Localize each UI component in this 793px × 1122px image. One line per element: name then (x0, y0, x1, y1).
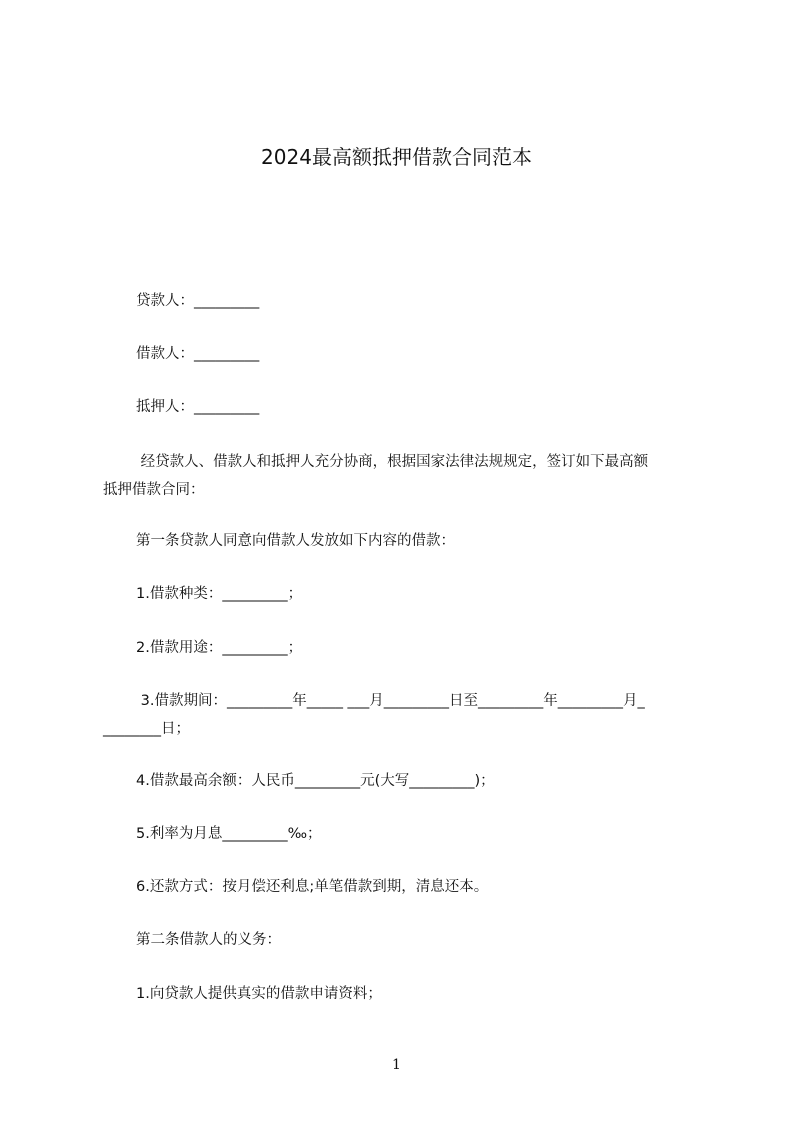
document-title: 2024最高额抵押借款合同范本 (261, 145, 532, 169)
mortgagor-line: 抵押人：_________ (136, 399, 260, 415)
article-1-item-2: 2.借款用途：_________； (136, 640, 303, 656)
article-2-heading: 第二条借款人的义务： (136, 932, 281, 948)
preamble-line-2: 抵押借款合同： (103, 482, 205, 498)
article-1-item-5: 5.利率为月息_________‰； (136, 826, 322, 842)
article-2-item-1: 1.向贷款人提供真实的借款申请资料； (136, 986, 382, 1002)
lender-line: 贷款人：_________ (136, 293, 260, 309)
article-1-item-3-line-1: 3.借款期间：_________年_____ ___月_________日至_________年_________月_ (136, 693, 645, 709)
article-1-heading: 第一条贷款人同意向借款人发放如下内容的借款： (136, 533, 455, 549)
article-1-item-1: 1.借款种类：_________； (136, 586, 303, 602)
page-number: 1 (392, 1057, 401, 1073)
preamble-line-1: 经贷款人、借款人和抵押人充分协商，根据国家法律法规规定，签订如下最高额 (136, 454, 649, 470)
article-1-item-4: 4.借款最高余额：人民币_________元(大写_________)； (136, 773, 495, 789)
article-1-item-3-line-2: ________日； (103, 721, 190, 737)
article-1-item-6: 6.还款方式：按月偿还利息;单笔借款到期，清息还本。 (136, 879, 489, 895)
borrower-line: 借款人：_________ (136, 346, 260, 362)
